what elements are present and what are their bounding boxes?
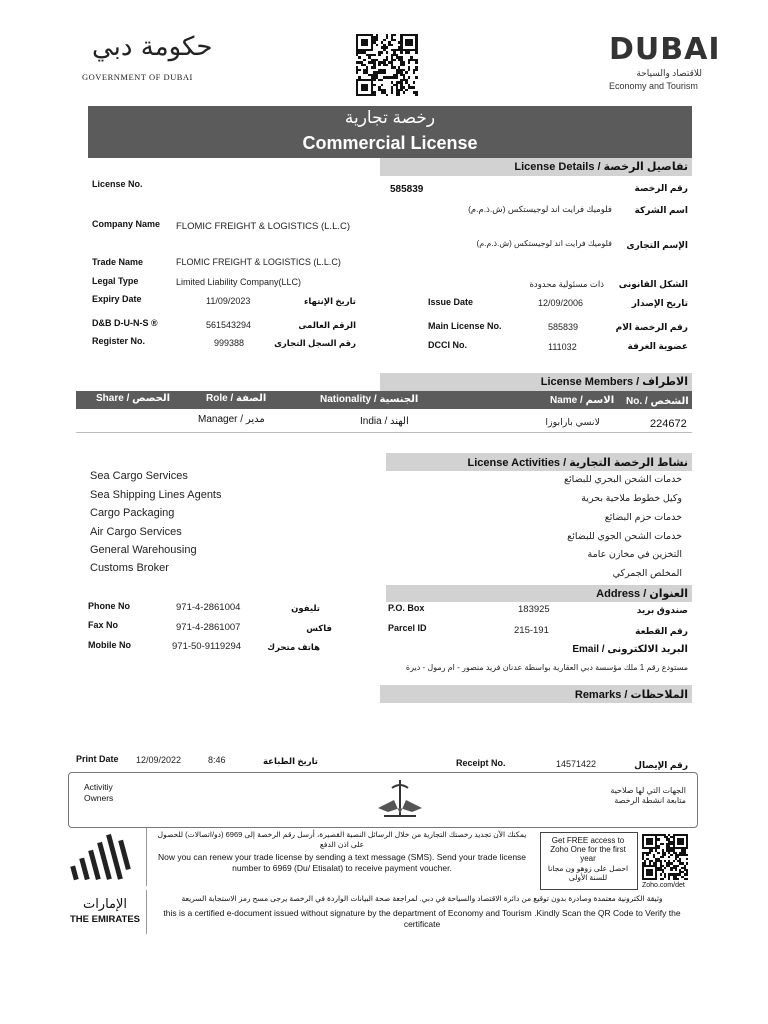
issue-label-ar: تاريخ الإصدار	[631, 298, 688, 308]
fax-label-ar: فاكس	[306, 623, 332, 633]
print-date-label: Print Date	[76, 754, 119, 764]
expiry-value: 11/09/2023	[206, 296, 251, 306]
zoho-promo-en: Get FREE access to Zoho One for the first year	[550, 836, 626, 863]
legal-type-label-ar: الشكل القانونى	[618, 279, 688, 289]
members-col-nationality: Nationality / الجنسية	[320, 394, 419, 405]
certification-en: this is a certified e-document issued without signature by the department of Economy and Tourism .Kindly Scan the QR Code to Verify the certificate	[163, 908, 681, 929]
member-no: 224672	[650, 418, 687, 430]
certification-ar: وثيقة الكترونية معتمدة وصادرة بدون توقيع من دائرة الاقتصاد والسياحة في دبي. لمراجعة صحة البيانات الواردة في الرخصة يرجى مسح رمز الاستجابة السريعة	[181, 894, 663, 903]
trade-name-label-ar: الإسم التجارى	[626, 240, 688, 250]
activity-ar-2: وكيل خطوط ملاحية بحرية	[581, 493, 682, 504]
activity-en-6: Customs Broker	[90, 562, 169, 574]
member-role: Manager / مدير	[198, 414, 265, 425]
duns-label: D&B D-U-N-S ®	[92, 318, 158, 328]
parcel-value: 215-191	[514, 625, 549, 636]
member-nationality: India / الهند	[360, 416, 409, 427]
dcci-value: 111032	[548, 342, 577, 352]
zoho-qr-code	[642, 834, 688, 880]
activity-en-1: Sea Cargo Services	[90, 470, 188, 482]
qr-module	[686, 878, 688, 880]
sms-renewal-en: Now you can renew your trade license by sending a text message (SMS). Send your trade license number to 6969 (Du/ Etisalat) to receive payment voucher.	[157, 852, 527, 873]
email-title: Email / البريد الالكترونى	[572, 644, 688, 655]
print-date-label-ar: تاريخ الطباعة	[263, 756, 318, 766]
issue-label: Issue Date	[428, 297, 474, 307]
gov-dubai-calligraphy: حكومة دبي	[92, 32, 213, 62]
activity-en-3: Cargo Packaging	[90, 507, 175, 519]
company-name-label-ar: اسم الشركة	[634, 205, 688, 215]
register-label: Register No.	[92, 336, 146, 346]
main-license-value: 585839	[548, 322, 579, 332]
print-time-value: 8:46	[208, 755, 226, 765]
company-name-value: FLOMIC FREIGHT & LOGISTICS (L.L.C)	[176, 221, 351, 232]
dcci-label-ar: عضوية الغرفة	[627, 341, 688, 351]
expiry-label-ar: تاريخ الإنتهاء	[303, 296, 356, 306]
license-details-title: License Details / تفاصيل الرخصة	[514, 161, 688, 173]
parcel-label-ar: رقم القطعة	[635, 626, 688, 636]
mobile-label: Mobile No	[88, 640, 131, 650]
activity-ar-6: المخلص الجمركي	[612, 568, 682, 579]
activity-ar-4: خدمات الشحن الجوي للبضائع	[567, 531, 682, 542]
activity-ar-5: التخزين في مخازن عامة	[587, 549, 682, 560]
duns-value: 561543294	[206, 320, 252, 330]
legal-type-ar: ذات مسئولية محدودة	[529, 279, 604, 289]
members-col-name: Name / الاسم	[550, 395, 615, 406]
activity-en-5: General Warehousing	[90, 544, 197, 556]
address-title: Address / العنوان	[596, 588, 688, 600]
register-value: 999388	[214, 338, 245, 348]
dubai-police-emblem-icon	[374, 778, 426, 822]
fax-value: 971-4-2861007	[176, 622, 241, 633]
issue-value: 12/09/2006	[538, 298, 584, 308]
members-col-no: No. / رقم الشخص	[626, 396, 712, 407]
trade-name-value: FLOMIC FREIGHT & LOGISTICS (L.L.C)	[176, 257, 341, 267]
duns-label-ar: الرقم العالمى	[298, 320, 356, 330]
address-text: مستودع رقم 1 ملك مؤسسة دبي العقارية بواسطة عدنان فريد منصور - ام رمول - ديرة	[405, 663, 688, 672]
banner-title-en: Commercial License	[302, 133, 478, 153]
members-title: License Members / الاطراف	[540, 376, 688, 388]
sms-renewal-ar: يمكنك الآن تجديد رخصتك التجارية من خلال الرسائل النصية القصيرة، أرسل رقم الرخصة إلى 6969 (دو/اتصالات) للحصول على اذن الدفع	[157, 830, 527, 849]
economy-en-text: Economy and Tourism	[609, 81, 698, 91]
main-license-label-ar: رقم الرخصة الام	[615, 322, 688, 332]
owners-en-2: Owners	[84, 793, 114, 803]
pobox-label-ar: صندوق بريد	[636, 605, 688, 615]
activities-title: License Activities / نشاط الرخصة التجارية	[467, 457, 688, 469]
license-no-value: 585839	[390, 184, 424, 195]
legal-type-label: Legal Type	[92, 276, 139, 286]
company-name-label: Company Name	[92, 219, 161, 229]
print-date-value: 12/09/2022	[136, 755, 182, 765]
legal-type-value: Limited Liability Company(LLC)	[176, 277, 302, 287]
license-no-label: License No.	[92, 179, 143, 189]
mobile-label-ar: هاتف متحرك	[267, 642, 320, 652]
register-label-ar: رقم السجل التجارى	[274, 338, 356, 348]
pobox-label: P.O. Box	[388, 603, 425, 613]
owners-ar-1: الجهات التي لها صلاحية	[610, 786, 686, 795]
emirates-en-text: THE EMIRATES	[70, 914, 141, 925]
trade-name-ar: فلوميك فرايت اند لوجيستكس (ش.ذ.م.م)	[476, 239, 612, 248]
header-qr-code	[356, 34, 418, 96]
emirates-ar-text: الإمارات	[82, 896, 128, 911]
activity-ar-3: خدمات حزم البضائع	[604, 512, 682, 523]
receipt-label: Receipt No.	[456, 758, 506, 768]
owners-ar-2: متابعة انشطة الرخصة	[614, 796, 686, 805]
economy-ar-text: للاقتصاد والسياحة	[636, 68, 702, 78]
remarks-title: Remarks / الملاحظات	[574, 689, 688, 701]
main-license-label: Main License No.	[428, 321, 502, 331]
activity-en-2: Sea Shipping Lines Agents	[90, 489, 222, 501]
receipt-value: 14571422	[556, 759, 597, 769]
member-name: لانسي بارابوزا	[545, 417, 600, 428]
emirates-logo-icon	[68, 830, 148, 904]
members-col-share: Share / الحصص	[96, 393, 171, 404]
banner-title-ar: رخصة تجارية	[344, 108, 436, 127]
owners-en-1: Activitiy	[84, 782, 113, 792]
qr-module	[415, 94, 417, 96]
fax-label: Fax No	[88, 620, 119, 630]
gov-dubai-logo	[82, 30, 213, 86]
zoho-promo-ar: احصل على زوهو ون مجانا للسنة الأولى	[547, 864, 629, 882]
license-no-label-ar: رقم الرخصة	[634, 183, 688, 193]
gov-dubai-text: GOVERNMENT OF DUBAI	[82, 72, 193, 82]
company-name-ar: فلوميك فرايت اند لوجيستكس (ش.ذ.م.م)	[468, 204, 612, 214]
phone-value: 971-4-2861004	[176, 602, 241, 613]
dcci-label: DCCI No.	[428, 340, 467, 350]
receipt-label-ar: رقم الإيصال	[634, 760, 688, 770]
activity-en-4: Air Cargo Services	[90, 526, 182, 538]
mobile-value: 971-50-9119294	[172, 641, 242, 652]
expiry-label: Expiry Date	[92, 294, 142, 304]
members-row-divider	[76, 432, 692, 433]
dubai-wordmark: DUBAI	[609, 32, 721, 67]
dubai-economy-logo	[606, 32, 721, 94]
phone-label-ar: تليفون	[291, 603, 320, 613]
pobox-value: 183925	[518, 604, 550, 615]
trade-name-label: Trade Name	[92, 257, 144, 267]
phone-label: Phone No	[88, 601, 130, 611]
zoho-url: Zoho.com/det	[642, 882, 685, 889]
members-col-role: Role / الصفة	[206, 393, 267, 404]
activity-ar-1: خدمات الشحن البحري للبضائع	[563, 474, 682, 485]
parcel-label: Parcel ID	[388, 623, 427, 633]
